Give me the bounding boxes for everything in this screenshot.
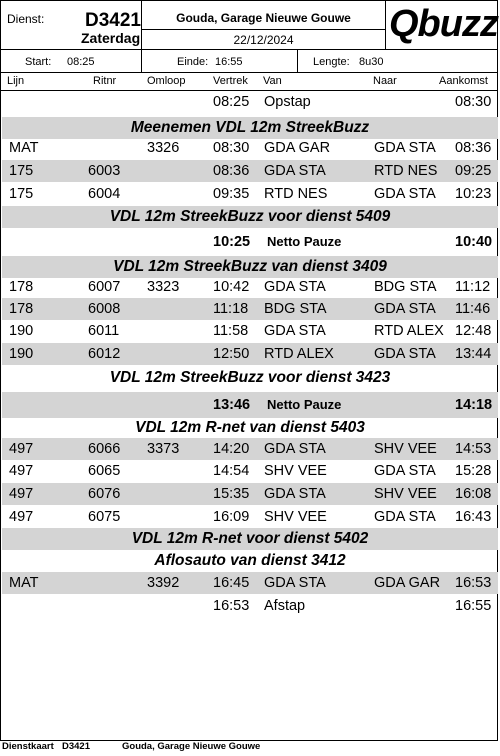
naar-cell: GDA STA (374, 509, 436, 525)
naar-cell: SHV VEE (374, 441, 437, 457)
lijn-cell: 497 (9, 463, 34, 479)
van-cell: RTD NES (264, 186, 328, 202)
section-title: Aflosauto van dienst 3412 (154, 552, 346, 569)
start-label: Start: (25, 56, 52, 68)
ritnr-cell: 6007 (88, 279, 121, 295)
van-cell: GDA STA (264, 575, 326, 591)
ritnr-cell: 6075 (88, 509, 121, 525)
lijn-cell: 178 (9, 279, 34, 295)
vertrek-cell: 09:35 (213, 186, 250, 202)
vertrek-cell: 08:36 (213, 163, 250, 179)
section-band (2, 417, 498, 439)
col-header-naar: Naar (373, 75, 397, 87)
vertrek-cell: 10:42 (213, 279, 250, 295)
dienst-label: Dienst: (7, 12, 45, 26)
aankomst-cell: 16:55 (455, 598, 492, 614)
naar-cell: GDA STA (374, 463, 436, 479)
vertrek-cell: 16:45 (213, 575, 250, 591)
ritnr-cell: 6004 (88, 186, 121, 202)
lijn-cell: 497 (9, 486, 34, 502)
vertrek-cell: 15:35 (213, 486, 250, 502)
vertrek-cell: 08:30 (213, 140, 250, 156)
footer-code: D3421 (62, 741, 90, 752)
divider (141, 29, 385, 30)
footer-location: Gouda, Garage Nieuwe Gouwe (122, 741, 261, 752)
location-title: Gouda, Garage Nieuwe Gouwe (176, 11, 351, 25)
naar-cell: RTD NES (374, 163, 438, 179)
aankomst-cell: 08:36 (455, 140, 492, 156)
aankomst-cell: 12:48 (455, 323, 492, 339)
divider (141, 49, 142, 72)
dienst-code: D3421 (85, 10, 141, 31)
van-cell: Opstap (264, 94, 311, 110)
van-cell: Afstap (264, 598, 306, 614)
aankomst-cell: 16:08 (455, 486, 492, 502)
vertrek-cell: 13:46 (213, 397, 251, 413)
schedule-row (2, 320, 498, 342)
omloop-cell: 3323 (147, 279, 180, 295)
naar-cell: GDA STA (374, 301, 436, 317)
schedule-row (2, 343, 498, 365)
vertrek-cell: 16:09 (213, 509, 250, 525)
vertrek-cell: 10:25 (213, 234, 251, 250)
lijn-cell: 175 (9, 163, 34, 179)
van-cell: RTD ALEX (264, 346, 334, 362)
schedule-row (2, 276, 498, 298)
vertrek-cell: 14:20 (213, 441, 250, 457)
schedule-row (2, 91, 498, 113)
lijn-cell: 497 (9, 441, 34, 457)
aankomst-cell: 10:40 (455, 234, 493, 250)
section-band (2, 256, 498, 278)
lijn-cell: 178 (9, 301, 34, 317)
lijn-cell: 497 (9, 509, 34, 525)
day-label: Zaterdag (81, 30, 141, 46)
aankomst-cell: 16:43 (455, 509, 492, 525)
section-band (2, 206, 498, 228)
ritnr-cell: 6003 (88, 163, 121, 179)
section-title: Meenemen VDL 12m StreekBuzz (130, 119, 370, 136)
section-title: VDL 12m R-net voor dienst 5402 (131, 530, 369, 547)
naar-cell: GDA STA (374, 346, 436, 362)
schedule-row (2, 460, 498, 482)
date-label: 22/12/2024 (233, 33, 294, 47)
vertrek-cell: 08:25 (213, 94, 250, 110)
schedule-row (2, 160, 498, 182)
section-title: VDL 12m R-net van dienst 5403 (135, 419, 365, 436)
van-cell: BDG STA (264, 301, 327, 317)
vertrek-cell: 11:58 (213, 323, 249, 339)
naar-cell: BDG STA (374, 279, 437, 295)
omloop-cell: 3373 (147, 441, 180, 457)
aankomst-cell: 08:30 (455, 94, 492, 110)
van-cell: GDA STA (264, 323, 326, 339)
length-value: 8u30 (359, 56, 384, 68)
aankomst-cell: 15:28 (455, 463, 492, 479)
col-header-omloop: Omloop (147, 75, 186, 87)
aankomst-cell: 14:18 (455, 397, 493, 413)
van-cell: GDA STA (264, 486, 326, 502)
vertrek-cell: 14:54 (213, 463, 250, 479)
section-band (2, 367, 498, 389)
col-header-vertrek: Vertrek (213, 75, 248, 87)
van-cell: SHV VEE (264, 463, 327, 479)
section-band (2, 117, 498, 139)
naar-cell: SHV VEE (374, 486, 437, 502)
van-cell: GDA STA (264, 163, 326, 179)
omloop-cell: 3392 (147, 575, 180, 591)
end-value: 16:55 (215, 56, 243, 68)
ritnr-cell: 6011 (88, 323, 120, 339)
col-header-aankomst: Aankomst (439, 75, 488, 87)
lijn-cell: MAT (9, 140, 39, 156)
vertrek-cell: 12:50 (213, 346, 250, 362)
pause-row (2, 392, 498, 418)
ritnr-cell: 6066 (88, 441, 121, 457)
ritnr-cell: 6076 (88, 486, 121, 502)
schedule-row (2, 438, 498, 460)
section-title: VDL 12m StreekBuzz voor dienst 3423 (109, 369, 391, 386)
vertrek-cell: 11:18 (213, 301, 249, 317)
van-cell: SHV VEE (264, 509, 327, 525)
van-cell: GDA STA (264, 441, 326, 457)
lijn-cell: 190 (9, 346, 34, 362)
footer-label: Dienstkaart (2, 741, 54, 752)
lijn-cell: MAT (9, 575, 39, 591)
naar-cell: GDA GAR (374, 575, 441, 591)
schedule-row (2, 298, 498, 320)
aankomst-cell: 10:23 (455, 186, 492, 202)
pause-label: Netto Pauze (267, 234, 342, 249)
divider (385, 1, 386, 49)
schedule-row (2, 595, 498, 617)
col-header-van: Van (263, 75, 282, 87)
pause-label: Netto Pauze (267, 397, 342, 412)
length-label: Lengte: (313, 56, 350, 68)
schedule-row (2, 483, 498, 505)
lijn-cell: 175 (9, 186, 34, 202)
aankomst-cell: 16:53 (455, 575, 492, 591)
divider (297, 49, 298, 72)
divider (1, 49, 497, 50)
vertrek-cell: 16:53 (213, 598, 250, 614)
aankomst-cell: 11:12 (455, 279, 491, 295)
qbuzz-logo: Qbuzz (389, 3, 498, 45)
schedule-row (2, 572, 498, 594)
schedule-row (2, 506, 498, 528)
aankomst-cell: 11:46 (455, 301, 491, 317)
schedule-row (2, 137, 498, 159)
aankomst-cell: 09:25 (455, 163, 492, 179)
end-label: Einde: (177, 56, 209, 68)
schedule-row (2, 183, 498, 205)
lijn-cell: 190 (9, 323, 34, 339)
ritnr-cell: 6012 (88, 346, 121, 362)
aankomst-cell: 13:44 (455, 346, 492, 362)
omloop-cell: 3326 (147, 140, 180, 156)
van-cell: GDA STA (264, 279, 326, 295)
naar-cell: RTD ALEX (374, 323, 444, 339)
naar-cell: GDA STA (374, 186, 436, 202)
section-band (2, 550, 498, 572)
aankomst-cell: 14:53 (455, 441, 492, 457)
section-title: VDL 12m StreekBuzz van dienst 3409 (113, 258, 387, 275)
section-title: VDL 12m StreekBuzz voor dienst 5409 (109, 208, 391, 225)
naar-cell: GDA STA (374, 140, 436, 156)
ritnr-cell: 6008 (88, 301, 121, 317)
col-header-lijn: Lijn (7, 75, 25, 87)
ritnr-cell: 6065 (88, 463, 121, 479)
start-value: 08:25 (67, 56, 95, 68)
van-cell: GDA GAR (264, 140, 331, 156)
col-header-ritnr: Ritnr (93, 75, 117, 87)
divider (1, 72, 497, 73)
section-band (2, 528, 498, 550)
pause-row (2, 231, 498, 253)
